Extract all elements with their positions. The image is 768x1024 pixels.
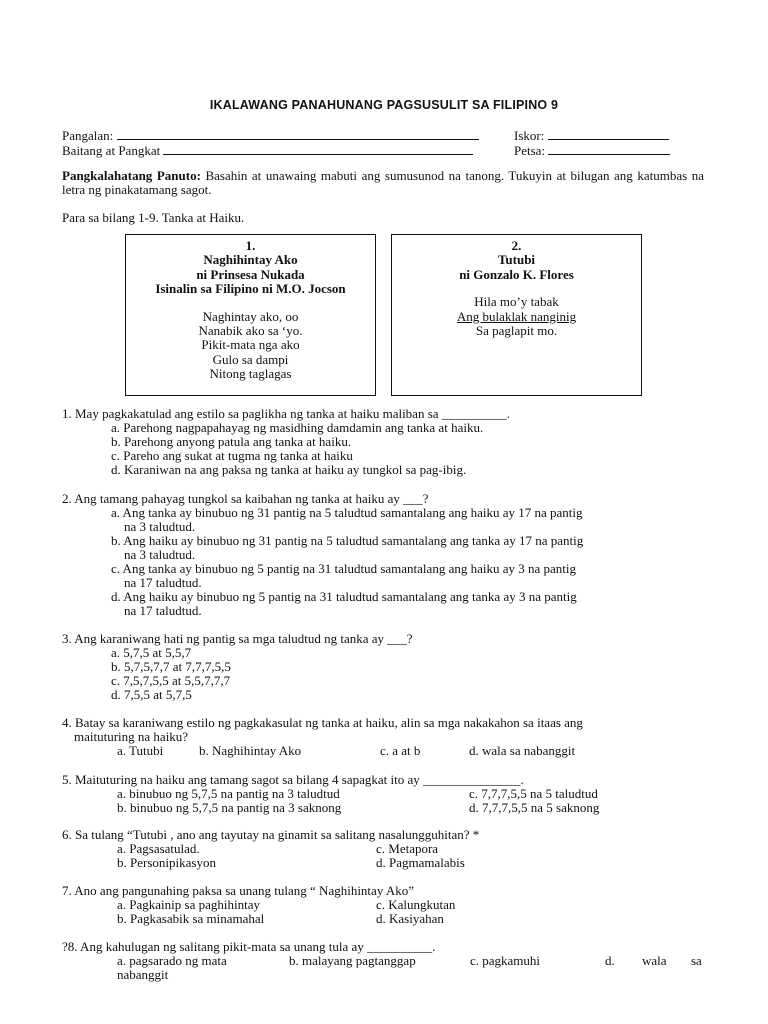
option[interactable]: b. Naghihintay Ako: [199, 743, 302, 758]
instructions-label: Pangkalahatang Panuto:: [62, 168, 201, 183]
question-1: [62, 407, 712, 477]
option-letter[interactable]: d.: [605, 953, 615, 968]
question-stem-continuation: maituturing na haiku?: [74, 729, 189, 744]
section-label: Para sa bilang 1-9. Tanka at Haiku.: [62, 210, 245, 225]
option[interactable]: b. Parehong anyong patula ang tanka at haiku.: [111, 434, 352, 449]
option[interactable]: a. Pagsasatulad.: [117, 841, 200, 856]
option[interactable]: c. 7,5,7,5,5 at 5,5,7,7,7: [111, 673, 231, 688]
option[interactable]: b. Pagkasabik sa minamahal: [117, 911, 265, 926]
baitang-label: Baitang at Pangkat: [62, 143, 161, 158]
option[interactable]: c. Kalungkutan: [376, 897, 456, 912]
option[interactable]: d. Karaniwan na ang paksa ng tanka at haiku ay tungkol sa pag-ibig.: [111, 462, 467, 477]
poem2-title: Tutubi: [497, 252, 536, 268]
option[interactable]: d. 7,5,5 at 5,7,5: [111, 687, 192, 702]
option[interactable]: a. pagsarado ng mata: [117, 953, 227, 968]
petsa-field[interactable]: [548, 143, 670, 155]
poem1-line: Naghintay ako, oo: [202, 308, 299, 324]
option[interactable]: c. Metapora: [376, 841, 439, 856]
option[interactable]: c. a at b: [380, 743, 421, 758]
option[interactable]: a. Ang tanka ay binubuo ng 31 pantig na 5 taludtud samantalang ang haiku ay 17 na pantig: [111, 505, 583, 520]
option[interactable]: a. Tutubi: [117, 743, 164, 758]
iskor-row: [514, 128, 669, 143]
option[interactable]: c. 7,7,7,5,5 na 5 taludtud: [469, 786, 598, 801]
poem1-author: ni Prinsesa Nukada: [196, 266, 305, 282]
poem2-underlined-line: Ang bulaklak nanginig: [456, 308, 577, 324]
option-continuation: na 3 taludtud.: [124, 519, 196, 534]
option[interactable]: b. Personipikasyon: [117, 855, 216, 870]
option[interactable]: a. Parehong nagpapahayag ng masidhing damdamin ang tanka at haiku.: [111, 420, 484, 435]
poem1-translator: Isinalin sa Filipino ni M.O. Jocson: [155, 281, 346, 297]
baitang-row: [62, 143, 473, 158]
option[interactable]: b. malayang pagtanggap: [289, 953, 416, 968]
option[interactable]: d. wala sa nabanggit: [469, 743, 576, 758]
option[interactable]: d. 7,7,7,5,5 na 5 saknong: [469, 800, 600, 815]
option-continuation: na 17 taludtud.: [124, 575, 202, 590]
option-word: wala: [642, 953, 667, 968]
question-5: [62, 773, 712, 787]
question-stem: 6. Sa tulang “Tutubi , ano ang tayutay na ginamit sa salitang nasalungguhitan? *: [62, 827, 480, 842]
poem1-number: 1.: [245, 238, 256, 253]
option[interactable]: b. 5,7,5,7,7 at 7,7,7,5,5: [111, 659, 231, 674]
petsa-row: [514, 143, 670, 158]
option-continuation: na 3 taludtud.: [124, 547, 196, 562]
instructions-text: Basahin at unawaing mabuti ang sumusunod na tanong. Tukuyin at bilugan ang katumbas na letra ng pinakatamang sagot.: [62, 168, 704, 197]
option[interactable]: a. 5,7,5 at 5,5,7: [111, 645, 192, 660]
option[interactable]: a. binubuo ng 5,7,5 na pantig na 3 taludtud: [117, 786, 340, 801]
option[interactable]: c. pagkamuhi: [470, 953, 541, 968]
option[interactable]: c. Ang tanka ay binubuo ng 5 pantig na 31 taludtud samantalang ang haiku ay 3 na pantig: [111, 561, 577, 576]
pangalan-field[interactable]: [117, 128, 479, 140]
baitang-field[interactable]: [163, 143, 473, 155]
question-stem: 7. Ano ang pangunahing paksa sa unang tulang “ Naghihintay Ako”: [62, 883, 415, 898]
option[interactable]: a. Pagkainip sa paghihintay: [117, 897, 260, 912]
question-stem: 5. Maituturing na haiku ang tamang sagot sa bilang 4 sapagkat ito ay _______________.: [62, 772, 524, 787]
question-6: [62, 828, 712, 842]
poem1-line: Nitong taglagas: [209, 366, 292, 382]
question-7: [62, 884, 712, 898]
option-continuation: nabanggit: [117, 967, 169, 982]
page-title: IKALAWANG PANAHUNANG PAGSUSULIT SA FILIPINO 9: [209, 98, 559, 112]
question-stem: 3. Ang karaniwang hati ng pantig sa mga taludtud ng tanka ay ___?: [62, 631, 413, 646]
poem1-title: Naghihintay Ako: [203, 252, 298, 268]
poem1-line: Pikit-mata nga ako: [201, 337, 300, 353]
poem2-line: Hila mo’y tabak: [474, 294, 559, 310]
question-8: [62, 940, 712, 954]
question-2: [62, 492, 712, 618]
iskor-label: Iskor:: [514, 128, 545, 143]
instructions: [62, 169, 704, 197]
question-stem: ?8. Ang kahulugan ng salitang pikit-mata sa unang tula ay __________.: [62, 939, 436, 954]
option[interactable]: d. Pagmamalabis: [376, 855, 465, 870]
question-4: [62, 716, 712, 744]
option[interactable]: c. Pareho ang sukat at tugma ng tanka at haiku: [111, 448, 353, 463]
poem2-line: Sa paglapit mo.: [475, 323, 558, 339]
option[interactable]: b. Ang haiku ay binubuo ng 31 pantig na 5 taludtud samantalang ang tanka ay 17 na pantig: [111, 533, 584, 548]
question-3: [62, 632, 712, 702]
option[interactable]: d. Kasiyahan: [376, 911, 444, 926]
option[interactable]: d. Ang haiku ay binubuo ng 5 pantig na 31 taludtud samantalang ang tanka ay 3 na pantig: [111, 589, 577, 604]
poem1-line: Gulo sa dampi: [212, 351, 289, 367]
petsa-label: Petsa:: [514, 143, 546, 158]
poem2-number: 2.: [511, 238, 522, 253]
poem2-author: ni Gonzalo K. Flores: [459, 266, 574, 282]
option-continuation: na 17 taludtud.: [124, 603, 202, 618]
poem-box-1: [125, 234, 376, 396]
option-word: sa: [691, 953, 702, 968]
pangalan-row: [62, 128, 479, 143]
question-stem: 2. Ang tamang pahayag tungkol sa kaibahan ng tanka at haiku ay ___?: [62, 491, 429, 506]
question-stem: 1. May pagkakatulad ang estilo sa paglikha ng tanka at haiku maliban sa __________.: [62, 406, 511, 421]
poem-box-2: [391, 234, 642, 396]
poem1-line: Nanabik ako sa ‘yo.: [198, 323, 303, 339]
question-stem: 4. Batay sa karaniwang estilo ng pagkakasulat ng tanka at haiku, alin sa mga nakakahon sa itaas ang: [62, 715, 583, 730]
option[interactable]: b. binubuo ng 5,7,5 na pantig na 3 saknong: [117, 800, 342, 815]
iskor-field[interactable]: [548, 128, 669, 140]
pangalan-label: Pangalan:: [62, 128, 114, 143]
